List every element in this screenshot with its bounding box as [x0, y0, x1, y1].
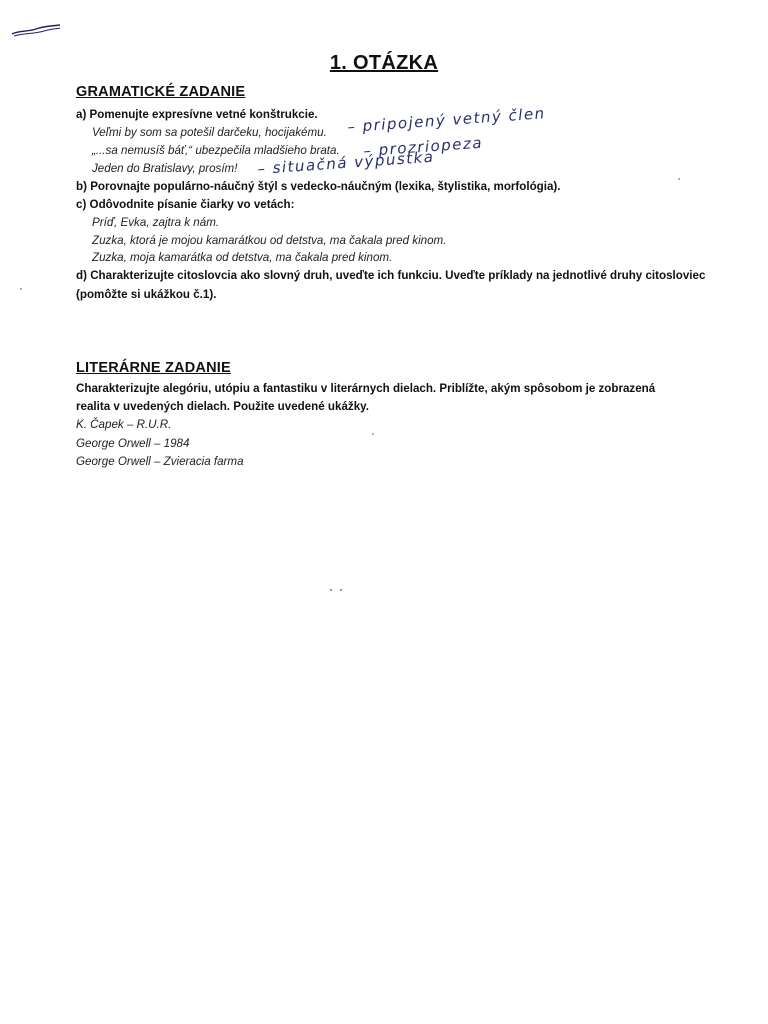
handwritten-note-2: – prozriopeza [362, 133, 484, 160]
work-3: George Orwell – Zvieracia farma [76, 455, 244, 468]
page-title: 1. OTÁZKA [329, 52, 439, 74]
c-example-1: Príď, Evka, zajtra k nám. [92, 216, 220, 229]
question-d [76, 269, 705, 282]
a-example-3: Jeden do Bratislavy, prosím! [92, 162, 238, 175]
work-2: George Orwell – 1984 [76, 437, 190, 450]
question-c-label: c) [76, 198, 87, 211]
literature-text-2: realita v uvedených dielach. Použite uvedené ukážky. [76, 400, 369, 413]
grammar-heading: GRAMATICKÉ ZADANIE [76, 84, 246, 100]
a-example-1: Veľmi by som sa potešil darčeku, hocijakému. [92, 126, 327, 139]
work-1: K. Čapek – R.U.R. [76, 418, 172, 431]
question-a-label: a) [76, 108, 87, 121]
c-example-3: Zuzka, moja kamarátka od detstva, ma čakala pred kinom. [92, 251, 393, 264]
question-d-text-2: (pomôžte si ukážkou č.1). [76, 288, 217, 301]
question-c [76, 198, 294, 211]
handwritten-note-1: – pripojený vetný člen [346, 104, 547, 136]
question-a-text: Pomenujte expresívne vetné konštrukcie. [89, 108, 318, 121]
scribble-mark [10, 22, 62, 38]
question-b-label: b) [76, 180, 87, 193]
question-a [76, 108, 318, 121]
handwritten-note-3: – situačná výpustka [256, 147, 435, 178]
scan-speck [372, 433, 374, 435]
scan-speck [678, 178, 680, 180]
question-d-label: d) [76, 269, 87, 282]
scan-speck [330, 589, 332, 591]
question-b [76, 180, 561, 193]
a-example-2: „...sa nemusíš báť,“ ubezpečila mladšieho brata. [92, 144, 340, 157]
c-example-2: Zuzka, ktorá je mojou kamarátkou od detstva, ma čakala pred kinom. [92, 234, 447, 247]
literature-text-1: Charakterizujte alegóriu, utópiu a fantastiku v literárnych dielach. Priblížte, akým spôsobom je zobrazená [76, 382, 656, 395]
question-d-text-1: Charakterizujte citoslovcia ako slovný druh, uveďte ich funkciu. Uveďte príklady na jednotlivé druhy citosloviec [90, 269, 706, 282]
question-b-text: Porovnajte populárno-náučný štýl s vedecko-náučným (lexika, štylistika, morfológia). [90, 180, 561, 193]
scan-speck [340, 589, 342, 591]
question-c-text: Odôvodnite písanie čiarky vo vetách: [89, 198, 295, 211]
scan-speck [20, 288, 22, 290]
literature-heading: LITERÁRNE ZADANIE [76, 360, 231, 376]
